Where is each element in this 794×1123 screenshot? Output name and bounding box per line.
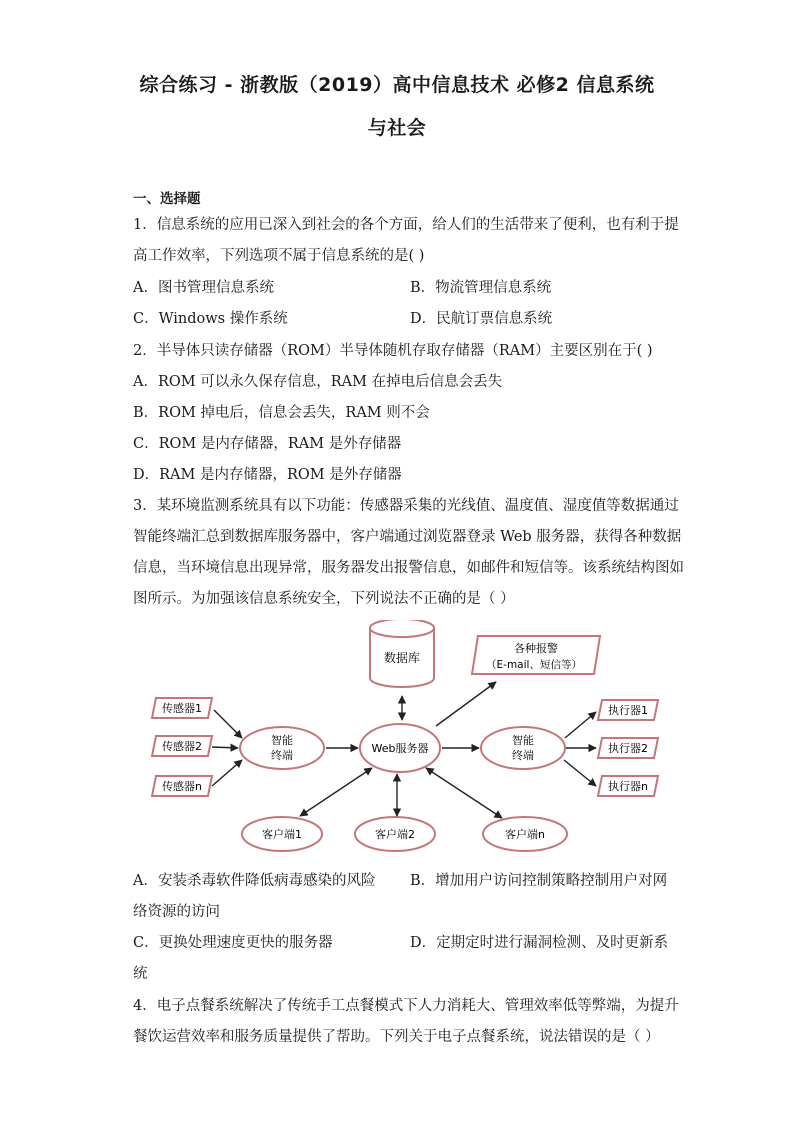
terminal-left-label-2: 终端 — [271, 749, 293, 762]
actuator-1-node — [598, 700, 658, 720]
arrow-sensorn-terminal — [212, 760, 242, 786]
alarm-label-line2: （E-mail、短信等） — [486, 659, 582, 671]
q3-option-b-line1: B．增加用户访问控制策略控制用户对网 — [410, 873, 668, 889]
client-1-node — [242, 817, 322, 851]
arrow-server-clientn — [426, 768, 502, 818]
q1-stem-line1: 1．信息系统的应用已深入到社会的各个方面，给人们的生活带来了便利，也有利于提 — [133, 217, 679, 233]
terminal-right-node — [481, 727, 565, 769]
database-label: 数据库 — [383, 651, 421, 665]
q1-stem-line2: 高工作效率，下列选项不属于信息系统的是( ) — [133, 248, 425, 264]
q3-option-d-line2: 统 — [133, 966, 148, 982]
q3-option-d-line1: D．定期定时进行漏洞检测、及时更新系 — [410, 935, 669, 951]
client-1-label: 客户端1 — [262, 828, 302, 841]
actuator-1-label: 执行器1 — [608, 704, 648, 717]
sensor-n-label: 传感器n — [162, 780, 202, 793]
q1-option-b: B．物流管理信息系统 — [410, 280, 552, 296]
actuator-n-label: 执行器n — [608, 780, 648, 793]
q3-option-c: C．更换处理速度更快的服务器 — [133, 935, 333, 951]
q2-option-c: C．ROM 是内存储器，RAM 是外存储器 — [133, 436, 402, 452]
actuator-n-node — [598, 776, 658, 796]
web-server-node — [360, 724, 440, 772]
q1-option-d: D．民航订票信息系统 — [410, 311, 553, 327]
q2-stem: 2．半导体只读存储器（ROM）半导体随机存取存储器（RAM）主要区别在于( ) — [133, 343, 653, 359]
actuator-2-node — [598, 738, 658, 758]
q2-option-a: A．ROM 可以永久保存信息，RAM 在掉电后信息会丢失 — [133, 374, 503, 390]
arrow-terminal-actuator1 — [565, 712, 596, 738]
q3-stem-line2: 智能终端汇总到数据库服务器中，客户端通过浏览器登录 Web 服务器，获得各种数据 — [133, 529, 682, 545]
q3-stem-line3: 信息，当环境信息出现异常，服务器发出报警信息，如邮件和短信等。该系统结构图如 — [133, 560, 684, 576]
arrow-server-client1 — [300, 768, 372, 816]
terminal-right-label-1: 智能 — [512, 734, 534, 747]
terminal-left-label-1: 智能 — [271, 734, 293, 747]
q3-stem-line1: 3．某环境监测系统具有以下功能：传感器采集的光线值、温度值、湿度值等数据通过 — [133, 498, 679, 514]
doc-title-line2: 与社会 — [367, 117, 427, 139]
q2-option-d: D．RAM 是内存储器，ROM 是外存储器 — [133, 467, 402, 483]
client-2-node — [355, 817, 435, 851]
doc-title-line1: 综合练习 - 浙教版（2019）高中信息技术 必修2 信息系统 — [139, 74, 655, 96]
sensor-2-label: 传感器2 — [162, 740, 202, 753]
q1-option-c: C．Windows 操作系统 — [133, 311, 288, 327]
alarm-node — [472, 636, 600, 674]
client-n-node — [483, 817, 567, 851]
arrow-server-alarm — [436, 682, 496, 726]
q2-option-b: B．ROM 掉电后，信息会丢失，RAM 则不会 — [133, 405, 430, 421]
q1-option-a: A．图书管理信息系统 — [133, 280, 274, 296]
client-2-label: 客户端2 — [375, 828, 415, 841]
terminal-left-node — [240, 727, 324, 769]
client-n-label: 客户端n — [505, 828, 545, 841]
q3-stem-line4: 图所示。为加强该信息系统安全，下列说法不正确的是（ ） — [133, 591, 515, 607]
q4-stem-line1: 4．电子点餐系统解决了传统手工点餐模式下人力消耗大、管理效率低等弊端，为提升 — [133, 998, 679, 1014]
section-heading: 一、选择题 — [133, 191, 201, 207]
web-server-label: Web服务器 — [371, 742, 429, 755]
q4-stem-line2: 餐饮运营效率和服务质量提供了帮助。下列关于电子点餐系统，说法错误的是（ ） — [133, 1029, 660, 1045]
arrow-sensor1-terminal — [214, 710, 242, 738]
q3-option-b-line2: 络资源的访问 — [133, 904, 220, 920]
arrow-terminal-actuatorn — [564, 760, 596, 786]
q3-option-a: A．安装杀毒软件降低病毒感染的风险 — [133, 873, 376, 889]
system-structure-diagram — [150, 620, 670, 860]
actuator-2-label: 执行器2 — [608, 742, 648, 755]
arrow-sensor2-terminal — [212, 747, 238, 748]
alarm-label-line1: 各种报警 — [514, 642, 558, 655]
terminal-right-label-2: 终端 — [512, 749, 534, 762]
sensor-1-label: 传感器1 — [162, 702, 202, 715]
sensor-1-node — [152, 698, 212, 718]
sensor-n-node — [152, 776, 212, 796]
sensor-2-node — [152, 736, 212, 756]
database-node — [370, 620, 434, 687]
